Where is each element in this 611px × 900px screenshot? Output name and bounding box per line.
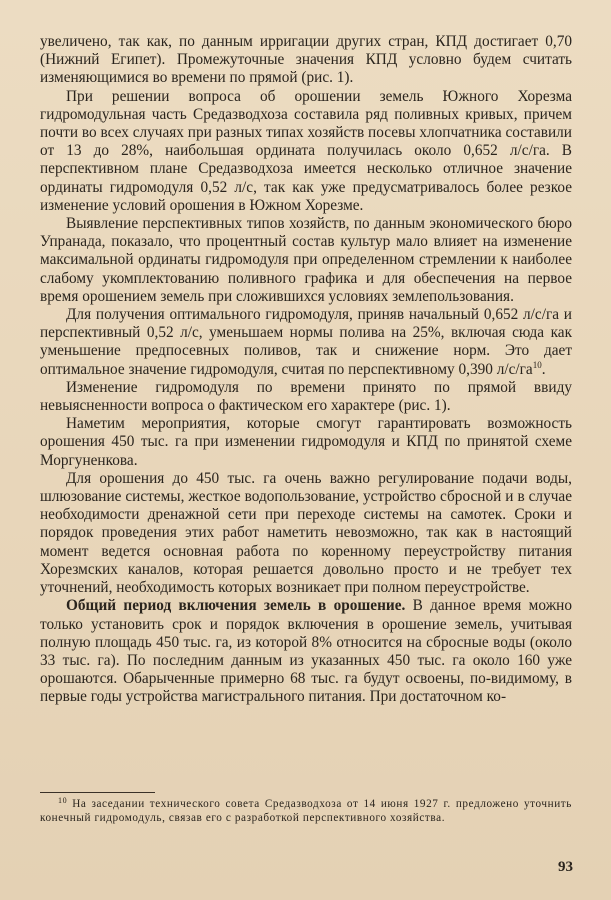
paragraph-2: При решении вопроса об орошении земель Южного Хорезма гидромодульная часть Средазводхоза составила ряд поливных кривых, причем почти во всех случаях при разных типах хозяйств посевы хлопчатника составили от 13 до 28%, наибольшая ордината получилась около 0,652 л/с/га. В перспективном плане Средазводхоза имеется несколько отличное значение ординаты гидромодуля 0,52 л/с, так как уже предусматривалось более резкое изменение условий орошения в Южном Хорезме.	[40, 87, 572, 214]
page-number: 93	[558, 859, 573, 875]
paragraph-3: Выявление перспективных типов хозяйств, по данным экономического бюро Упранада, показало, что процентный состав культур мало влияет на изменение максимальной ординаты гидромодуля при определенном стремлении к наиболее слабому укомплектованию поливного графика и для обеспечения на первое время орошением земель при сложившихся условиях землепользования.	[40, 215, 572, 305]
paragraph-8: Общий период включения земель в орошение. В данное время можно только установить срок и порядок включения в орошение земель, учитывая полную площадь 450 тыс. га, из которой 8% относится на сбросные воды (около 33 тыс. га). По последним данным из указанных 450 тыс. га около 160 уже орошаются. Обарыченные примерно 68 тыс. га будут освоены, по-видимому, в первые годы устройства магистрального питания. При достаточном ко-	[40, 597, 572, 706]
main-text	[40, 33, 572, 707]
paragraph-7: Для орошения до 450 тыс. га очень важно регулирование подачи воды, шлюзование системы, жесткое водопользование, устройство сбросной и в случае необходимости дренажной сети при переходе системы на самотек. Сроки и порядок проведения этих работ наметить невозможно, так как в настоящий момент ведется основная работа по коренному переустройству питания Хорезмских каналов, которая решается довольно просто и не требует тех уточнений, необходимость которых возникает при полном переустройстве.	[40, 469, 572, 597]
paragraph-4: Для получения оптимального гидромодуля, приняв начальный 0,652 л/с/га и перспективный 0,52 л/с, уменьшаем нормы полива на 25%, включая сюда как уменьшение предпосевных поливов, так и снижение норм. Это дает оптимальное значение гидромодуля, считая по перспективному 0,390 $л/с/га^{10}$.	[40, 306, 572, 378]
footnote-divider	[40, 792, 155, 793]
section-lead-in: Общий период включения земель в орошение.	[66, 597, 406, 615]
paragraph-1: увеличено, так как, по данным ирригации других стран, КПД достигает 0,70 (Нижний Египет). Промежуточные значения КПД условно будем считать изменяющимися во времени по прямой (рис. 1).	[40, 33, 572, 87]
paragraph-5: Изменение гидромодуля по времени принято по прямой ввиду невыясненности вопроса о фактическом его характере (рис. 1).	[40, 378, 572, 415]
footnote-reference: 10	[532, 359, 542, 370]
paragraph-6: Наметим мероприятия, которые смогут гарантировать возможность орошения 450 тыс. га при изменении гидромодуля и КПД по принятой схеме Моргуненкова.	[40, 415, 572, 469]
footnote-mark: 10	[58, 796, 68, 805]
footnote-text: На заседании технического совета Средазводхоза от 14 июня 1927 г. предложено уточнить конечный гидромодуль, связав его с разработкой перспективного хозяйства.	[40, 798, 572, 825]
footnote	[40, 797, 572, 826]
